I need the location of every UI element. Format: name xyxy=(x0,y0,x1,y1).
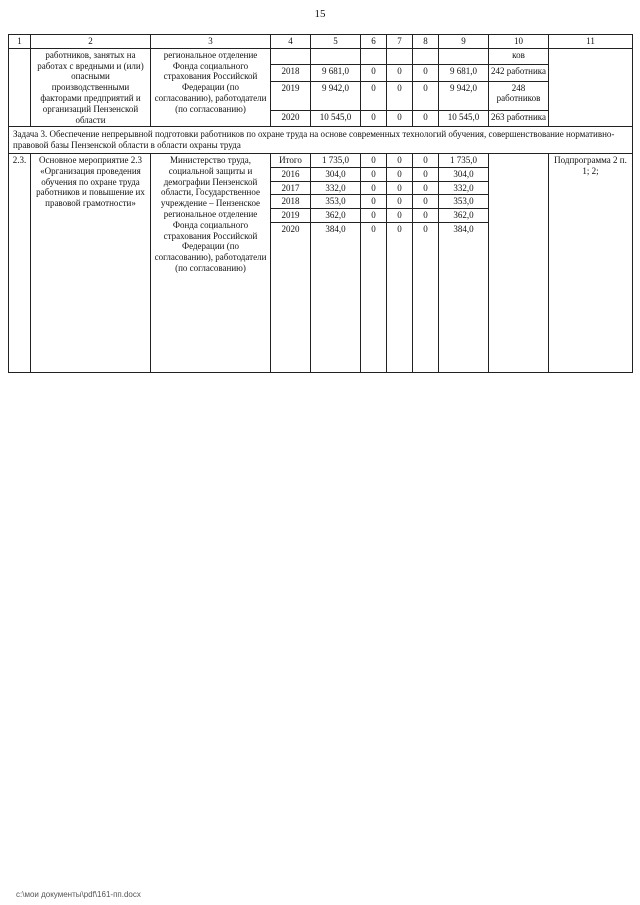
col-num-10: 10 xyxy=(489,35,549,49)
col-num-1: 1 xyxy=(9,35,31,49)
program-table xyxy=(8,34,633,373)
cell-c9: 384,0 xyxy=(439,222,489,372)
cell-c7: 0 xyxy=(387,153,413,167)
cell-c9: 332,0 xyxy=(439,181,489,195)
cell-c8: 0 xyxy=(413,195,439,209)
cell-executor: региональное отделение Фонда социального страхования Российской Федерации (по согласованию), работодатели (по согласованию) xyxy=(151,48,271,127)
cell-num xyxy=(9,48,31,127)
cell-executor: Министерство труда, социальной защиты и демографии Пензенской области, Государственное учреждение – Пензенское региональное отделение Фонда социального страхования Российской Федерации (по согласованию), работодатели (по согласованию) xyxy=(151,153,271,372)
task-3-title: Задача 3. Обеспечение непрерывной подготовки работников по охране труда на основе современных технологий обучения, совершенствование нормативно-правовой базы Пензенской области в области охраны труда xyxy=(9,127,633,154)
cell-c6: 0 xyxy=(361,167,387,181)
cell-c5: 10 545,0 xyxy=(311,110,361,126)
cell-c6: 0 xyxy=(361,65,387,81)
cell-description: работников, занятых на работах с вредными и (или) опасными производственными факторами предприятий и организаций Пензенской области xyxy=(31,48,151,127)
cell-c10: 242 работника xyxy=(489,65,549,81)
cell-c6: 0 xyxy=(361,195,387,209)
cell-c7: 0 xyxy=(387,181,413,195)
table-row xyxy=(9,48,633,64)
cell-c7: 0 xyxy=(387,110,413,126)
cell-c7: 0 xyxy=(387,65,413,81)
cell-c6: 0 xyxy=(361,209,387,223)
cell-year: 2017 xyxy=(271,181,311,195)
cell-c11: Подпрограмма 2 п. 1; 2; xyxy=(549,153,633,372)
cell-c6: 0 xyxy=(361,222,387,372)
cell-c10: 248 работников xyxy=(489,81,549,110)
cell-num: 2.3. xyxy=(9,153,31,372)
cell-year: 2016 xyxy=(271,167,311,181)
cell-c8: 0 xyxy=(413,167,439,181)
cell-c9: 1 735,0 xyxy=(439,153,489,167)
cell-c7: 0 xyxy=(387,222,413,372)
cell-c5: 384,0 xyxy=(311,222,361,372)
cell-year: 2020 xyxy=(271,222,311,372)
cell-c9: 10 545,0 xyxy=(439,110,489,126)
cell-c11 xyxy=(549,48,633,127)
cell-c10: 263 работника xyxy=(489,110,549,126)
col-num-5: 5 xyxy=(311,35,361,49)
page-number: 15 xyxy=(314,8,326,20)
column-number-row xyxy=(9,35,633,49)
cell-c9: 304,0 xyxy=(439,167,489,181)
cell-c8: 0 xyxy=(413,81,439,110)
col-num-11: 11 xyxy=(549,35,633,49)
cell-c6 xyxy=(361,48,387,64)
cell-description: Основное мероприятие 2.3 «Организация проведения обучения по охране труда работников и повышение их правовой грамотности» xyxy=(31,153,151,372)
cell-c5: 353,0 xyxy=(311,195,361,209)
cell-c9: 9 942,0 xyxy=(439,81,489,110)
cell-c7: 0 xyxy=(387,195,413,209)
cell-c8: 0 xyxy=(413,209,439,223)
cell-c9: 362,0 xyxy=(439,209,489,223)
cell-c5: 304,0 xyxy=(311,167,361,181)
file-path-footer: c:\мои документы\pdf\161-пп.docx xyxy=(16,890,141,899)
cell-c7: 0 xyxy=(387,167,413,181)
col-num-6: 6 xyxy=(361,35,387,49)
cell-c9: 353,0 xyxy=(439,195,489,209)
task-row xyxy=(9,127,633,154)
cell-c6: 0 xyxy=(361,81,387,110)
cell-year: 2019 xyxy=(271,81,311,110)
cell-c6: 0 xyxy=(361,181,387,195)
col-num-4: 4 xyxy=(271,35,311,49)
table-row xyxy=(9,153,633,167)
cell-c6: 0 xyxy=(361,110,387,126)
col-num-2: 2 xyxy=(31,35,151,49)
cell-c8: 0 xyxy=(413,181,439,195)
col-num-7: 7 xyxy=(387,35,413,49)
cell-c10: ков xyxy=(489,48,549,64)
cell-c9 xyxy=(439,48,489,64)
cell-c7: 0 xyxy=(387,81,413,110)
cell-c8: 0 xyxy=(413,222,439,372)
cell-c5 xyxy=(311,48,361,64)
cell-year: 2019 xyxy=(271,209,311,223)
cell-c6: 0 xyxy=(361,153,387,167)
cell-year: Итого xyxy=(271,153,311,167)
cell-c5: 332,0 xyxy=(311,181,361,195)
cell-c10 xyxy=(489,153,549,372)
cell-c5: 9 681,0 xyxy=(311,65,361,81)
col-num-3: 3 xyxy=(151,35,271,49)
cell-year: 2020 xyxy=(271,110,311,126)
cell-c8 xyxy=(413,48,439,64)
col-num-9: 9 xyxy=(439,35,489,49)
cell-year xyxy=(271,48,311,64)
col-num-8: 8 xyxy=(413,35,439,49)
cell-c7: 0 xyxy=(387,209,413,223)
cell-c8: 0 xyxy=(413,110,439,126)
cell-c5: 1 735,0 xyxy=(311,153,361,167)
cell-c9: 9 681,0 xyxy=(439,65,489,81)
cell-year: 2018 xyxy=(271,65,311,81)
cell-c5: 362,0 xyxy=(311,209,361,223)
cell-c7 xyxy=(387,48,413,64)
cell-year: 2018 xyxy=(271,195,311,209)
cell-c8: 0 xyxy=(413,153,439,167)
cell-c8: 0 xyxy=(413,65,439,81)
cell-c5: 9 942,0 xyxy=(311,81,361,110)
